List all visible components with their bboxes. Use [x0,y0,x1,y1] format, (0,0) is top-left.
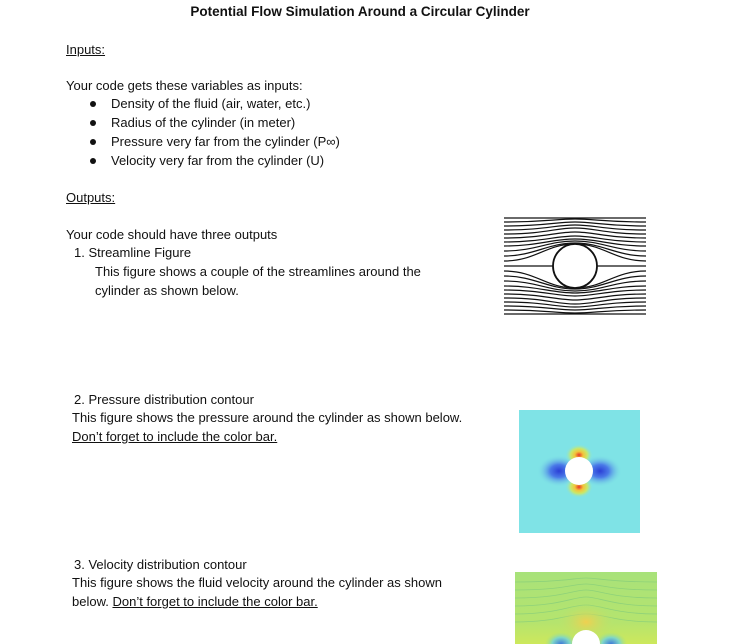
outputs-heading: Outputs: [66,190,116,205]
velocity-contour-figure [515,572,657,644]
pressure-label: 2. Pressure distribution contour [74,392,254,407]
streamline-label: 1. Streamline Figure [74,245,192,260]
velocity-description [72,592,318,611]
velocity-description: This figure shows the fluid velocity around the cylinder as shown [72,575,442,590]
streamline-description: This figure shows a couple of the streamlines around the [95,264,421,279]
page-title: Potential Flow Simulation Around a Circular Cylinder [190,4,530,19]
inputs-heading: Inputs: [66,42,106,57]
pressure-color-bar-note: Don’t forget to include the color bar. [72,429,278,444]
cylinder-circle [553,244,597,288]
list-item: Radius of the cylinder (in meter) [88,113,340,132]
cylinder-circle [565,457,593,485]
pressure-contour-figure [519,410,640,533]
list-item: Pressure very far from the cylinder (P∞) [88,132,340,151]
velocity-color-bar-note: Don’t forget to include the color bar. [112,594,318,609]
list-item: Density of the fluid (air, water, etc.) [88,94,340,113]
pressure-description: This figure shows the pressure around the cylinder as shown below. [72,410,463,425]
inputs-list [88,94,340,170]
streamline-figure [500,212,650,320]
outputs-intro: Your code should have three outputs [66,227,278,242]
velocity-description-prefix: below. [72,594,113,609]
velocity-label: 3. Velocity distribution contour [74,557,247,572]
streamline-description: cylinder as shown below. [95,283,239,298]
inputs-intro: Your code gets these variables as inputs: [66,78,303,93]
list-item: Velocity very far from the cylinder (U) [88,151,340,170]
